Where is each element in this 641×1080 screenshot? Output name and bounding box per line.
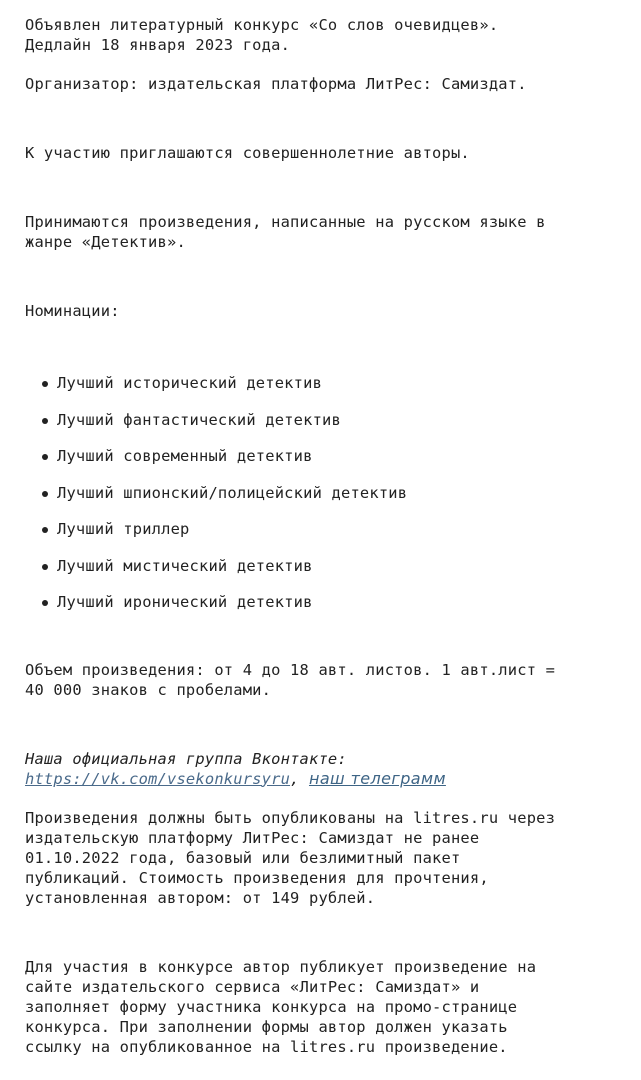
social-links bbox=[25, 769, 615, 789]
list-item bbox=[25, 410, 615, 430]
participation-line: конкурса. При заполнении формы автор должен указать bbox=[25, 1017, 508, 1036]
volume-line: Объем произведения: от 4 до 18 авт. листов. 1 авт.лист = bbox=[25, 660, 556, 679]
participation-line: ссылку на опубликованное на litres.ru произведение. bbox=[25, 1037, 508, 1056]
nomination-label: Лучший шпионский/полицейский детектив bbox=[57, 483, 408, 502]
nomination-label: Лучший мистический детектив bbox=[57, 556, 313, 575]
volume-paragraph bbox=[25, 660, 615, 700]
publication-paragraph bbox=[25, 808, 615, 908]
link-separator: , bbox=[290, 769, 300, 788]
list-item bbox=[25, 483, 615, 503]
social-paragraph bbox=[25, 749, 615, 789]
deadline-line: Дедлайн 18 января 2023 года. bbox=[25, 36, 291, 54]
genre-paragraph bbox=[25, 212, 615, 252]
nomination-label: Лучший фантастический детектив bbox=[57, 410, 341, 429]
volume-line: 40 000 знаков с пробелами. bbox=[25, 680, 272, 699]
bullet-icon bbox=[42, 564, 48, 570]
bullet-icon bbox=[42, 600, 48, 606]
nomination-label: Лучший современный детектив bbox=[57, 447, 313, 465]
genre-line: Принимаются произведения, написанные на русском языке в bbox=[25, 213, 546, 231]
nomination-label: Лучший триллер bbox=[57, 520, 190, 538]
vk-link[interactable]: https://vk.com/vsekonkursyru bbox=[25, 769, 291, 788]
list-item bbox=[25, 592, 615, 612]
nomination-label: Лучший иронический детектив bbox=[57, 593, 313, 611]
list-item bbox=[25, 556, 615, 576]
participation-line: сайте издательского сервиса «ЛитРес: Самиздат» и bbox=[25, 977, 480, 996]
publication-line: 01.10.2022 года, базовый или безлимитный пакет bbox=[25, 848, 461, 867]
publication-line: публикаций. Стоимость произведения для прочтения, bbox=[25, 868, 489, 887]
participation-line: Для участия в конкурсе автор публикует произведение на bbox=[25, 957, 537, 976]
list-item bbox=[25, 373, 615, 393]
bullet-icon bbox=[42, 418, 48, 424]
nominations-label: Номинации: bbox=[25, 302, 120, 320]
nomination-label: Лучший исторический детектив bbox=[57, 374, 323, 392]
contest-announcement bbox=[25, 15, 615, 1057]
bullet-icon bbox=[42, 527, 48, 533]
organizer-paragraph: Организатор: издательская платформа ЛитРес: Самиздат. bbox=[25, 75, 527, 93]
participation-paragraph bbox=[25, 957, 615, 1057]
intro-paragraph bbox=[25, 15, 615, 55]
bullet-icon bbox=[42, 381, 48, 387]
genre-line: жанре «Детектив». bbox=[25, 233, 186, 251]
telegram-link[interactable]: наш телеграмм bbox=[308, 768, 446, 788]
social-label: Наша официальная группа Вконтакте: bbox=[25, 749, 347, 768]
publication-line: Произведения должны быть опубликованы на litres.ru через bbox=[25, 808, 556, 827]
list-item bbox=[25, 446, 615, 466]
participation-line: заполняет форму участника конкурса на промо-странице bbox=[25, 997, 518, 1016]
bullet-icon bbox=[42, 454, 48, 460]
nominations-list bbox=[25, 373, 615, 612]
list-item bbox=[25, 519, 615, 539]
publication-line: издательскую платформу ЛитРес: Самиздат не ранее bbox=[25, 828, 480, 847]
bullet-icon bbox=[42, 491, 48, 497]
participants-paragraph: К участию приглашаются совершеннолетние авторы. bbox=[25, 144, 470, 162]
publication-line: установленная автором: от 149 рублей. bbox=[25, 888, 376, 907]
intro-line: Объявлен литературный конкурс «Со слов очевидцев». bbox=[25, 16, 499, 34]
